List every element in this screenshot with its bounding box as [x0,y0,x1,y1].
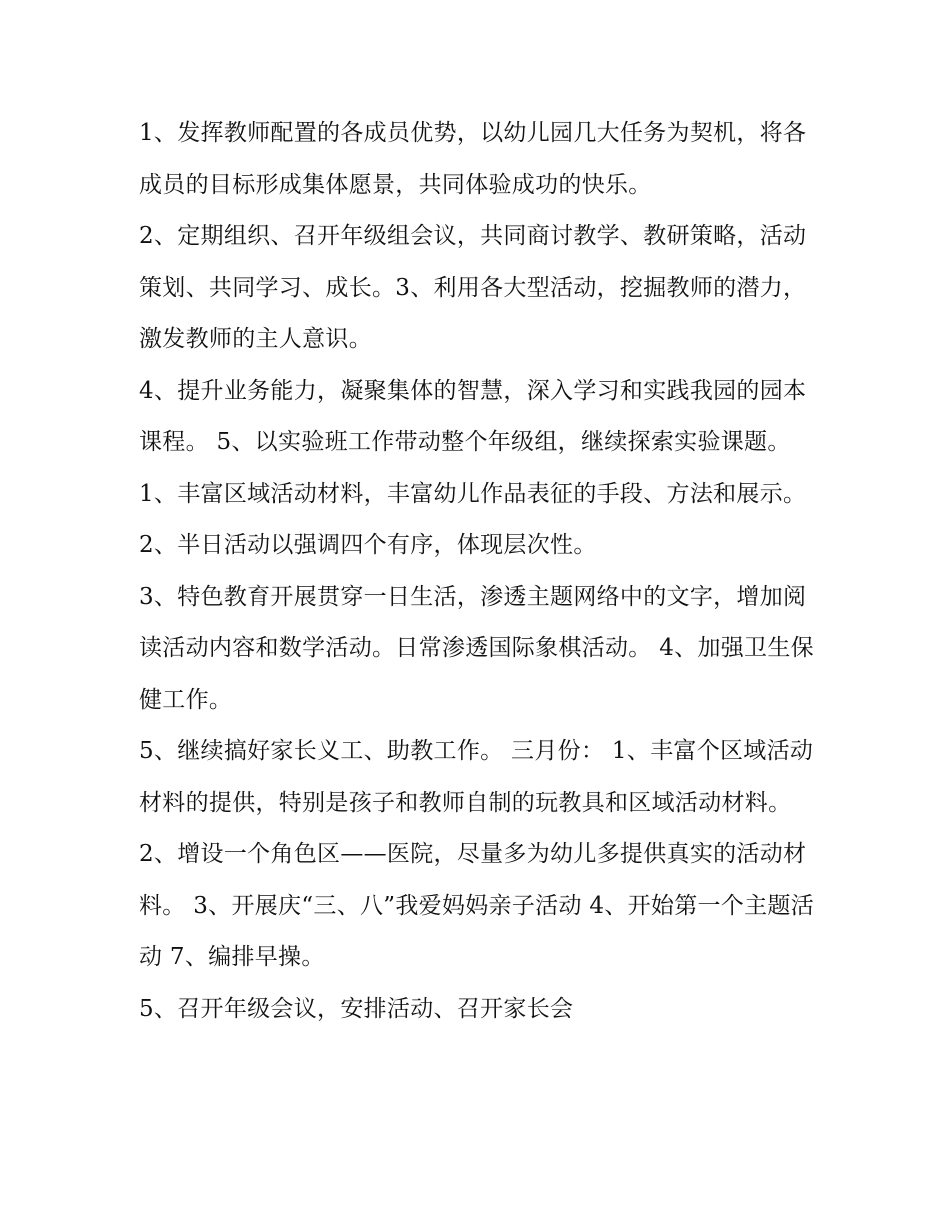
paragraph-2: 2、定期组织、召开年级组会议，共同商讨教学、教研策略，活动策划、共同学习、成长。3、利用各大型活动，挖掘教师的潜力，激发教师的主人意识。 [139,223,807,352]
paragraph-1: 1、发挥教师配置的各成员优势，以幼儿园几大任务为契机，将各成员的目标形成集体愿景，共同体验成功的快乐。 [139,120,807,198]
paragraph-8: 5、召开年级会议，安排活动、召开家长会 [139,995,574,1022]
paragraph-6: 5、继续搞好家长义工、助教工作。 三月份： 1、丰富个区域活动材料的提供，特别是孩子和教师自制的玩教具和区域活动材料。 [139,738,814,816]
document-body [139,108,829,1035]
paragraph-3: 4、提升业务能力，凝聚集体的智慧，深入学习和实践我园的园本课程。 5、以实验班工作带动整个年级组，继续探索实验课题。 [139,377,807,455]
paragraph-4: 1、丰富区域活动材料，丰富幼儿作品表征的手段、方法和展示。 2、半日活动以强调四个有序，体现层次性。 [139,480,807,558]
paragraph-7: 2、增设一个角色区——医院，尽量多为幼儿多提供真实的活动材料。 3、开展庆“三、八”我爱妈妈亲子活动 4、开始第一个主题活动 7、编排早操。 [139,841,815,970]
paragraph-5: 3、特色教育开展贯穿一日生活，渗透主题网络中的文字，增加阅读活动内容和数学活动。日常渗透国际象棋活动。 4、加强卫生保健工作。 [139,583,814,713]
